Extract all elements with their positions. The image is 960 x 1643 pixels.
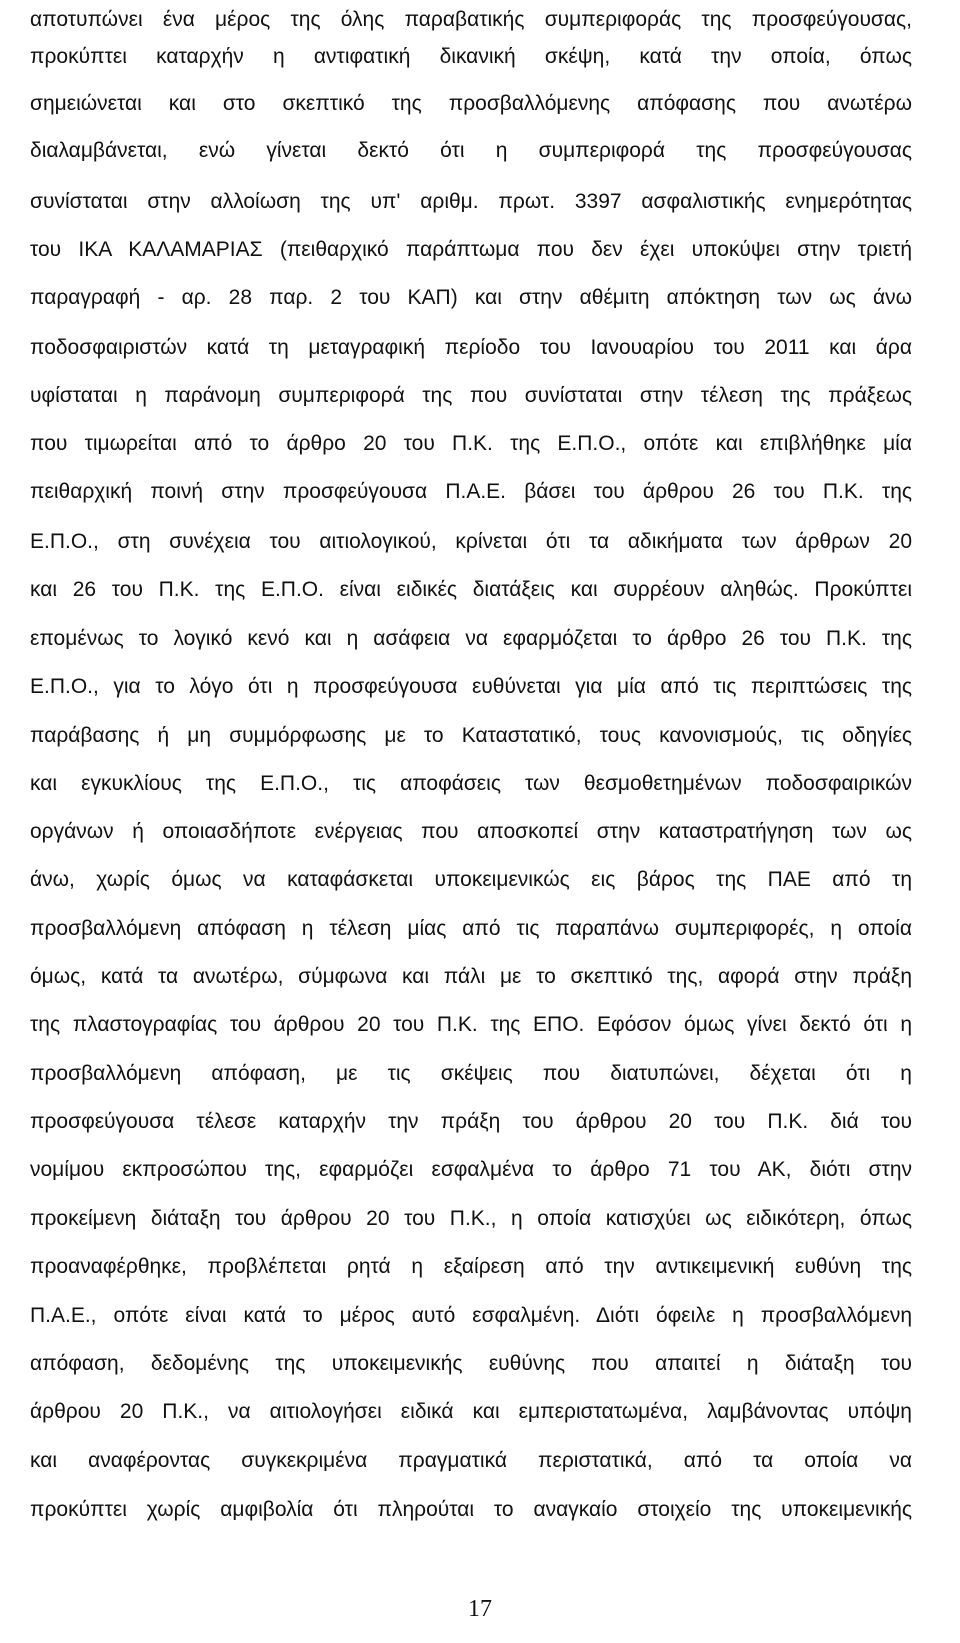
text-line: προσβαλλόμενη απόφαση η τέλεση μίας από τις παραπάνω συμπεριφορές, η οποία bbox=[30, 917, 912, 940]
text-line: και εγκυκλίους της Ε.Π.Ο., τις αποφάσεις των θεσμοθετημένων ποδοσφαιρικών bbox=[30, 772, 912, 795]
text-line: και αναφέροντας συγκεκριμένα πραγματικά περιστατικά, από τα οποία να bbox=[30, 1449, 912, 1472]
text-line: του ΙΚΑ ΚΑΛΑΜΑΡΙΑΣ (πειθαρχικό παράπτωμα που δεν έχει υποκύψει στην τριετή bbox=[30, 238, 912, 261]
text-line: παραγραφή - αρ. 28 παρ. 2 του ΚΑΠ) και στην αθέμιτη απόκτηση των ως άνω bbox=[30, 286, 912, 309]
text-line: απόφαση, δεδομένης της υποκειμενικής ευθύνης που απαιτεί η διάταξη του bbox=[30, 1352, 912, 1375]
text-line: προσφεύγουσα τέλεσε καταρχήν την πράξη του άρθρου 20 του Π.Κ. διά του bbox=[30, 1110, 912, 1133]
text-line: της πλαστογραφίας του άρθρου 20 του Π.Κ. της ΕΠΟ. Εφόσον όμως γίνει δεκτό ότι η bbox=[30, 1013, 912, 1036]
text-line: και 26 του Π.Κ. της Ε.Π.Ο. είναι ειδικές διατάξεις και συρρέουν αληθώς. Προκύπτει bbox=[30, 578, 912, 601]
text-line: άνω, χωρίς όμως να καταφάσκεται υποκειμενικώς εις βάρος της ΠΑΕ από τη bbox=[30, 868, 912, 891]
text-line: που τιμωρείται από το άρθρο 20 του Π.Κ. της Ε.Π.Ο., οπότε και επιβλήθηκε μία bbox=[30, 432, 912, 455]
text-line: σημειώνεται και στο σκεπτικό της προσβαλλόμενης απόφασης που ανωτέρω bbox=[30, 92, 912, 115]
text-line: νομίμου εκπροσώπου της, εφαρμόζει εσφαλμένα το άρθρο 71 του ΑΚ, διότι στην bbox=[30, 1158, 912, 1181]
text-line: πειθαρχική ποινή στην προσφεύγουσα Π.Α.Ε. βάσει του άρθρου 26 του Π.Κ. της bbox=[30, 480, 912, 503]
text-line: προκύπτει καταρχήν η αντιφατική δικανική σκέψη, κατά την οποία, όπως bbox=[30, 45, 912, 68]
text-line: οργάνων ή οποιασδήποτε ενέργειας που αποσκοπεί στην καταστρατήγηση των ως bbox=[30, 820, 912, 843]
text-line: ποδοσφαιριστών κατά τη μεταγραφική περίοδο του Ιανουαρίου του 2011 και άρα bbox=[30, 336, 912, 359]
text-line: Ε.Π.Ο., στη συνέχεια του αιτιολογικού, κρίνεται ότι τα αδικήματα των άρθρων 20 bbox=[30, 530, 912, 553]
text-line: επομένως το λογικό κενό και η ασάφεια να εφαρμόζεται το άρθρο 26 του Π.Κ. της bbox=[30, 627, 912, 650]
text-line: Π.Α.Ε., οπότε είναι κατά το μέρος αυτό εσφαλμένη. Διότι όφειλε η προσβαλλόμενη bbox=[30, 1304, 912, 1327]
text-line: προκύπτει χωρίς αμφιβολία ότι πληρούται το αναγκαίο στοιχείο της υποκειμενικής bbox=[30, 1498, 912, 1521]
text-line: διαλαμβάνεται, ενώ γίνεται δεκτό ότι η συμπεριφορά της προσφεύγουσας bbox=[30, 139, 912, 162]
text-line: προσβαλλόμενη απόφαση, με τις σκέψεις που διατυπώνει, δέχεται ότι η bbox=[30, 1062, 912, 1085]
text-line: άρθρου 20 Π.Κ., να αιτιολογήσει ειδικά και εμπεριστατωμένα, λαμβάνοντας υπόψη bbox=[30, 1400, 912, 1423]
text-line: υφίσταται η παράνομη συμπεριφορά της που συνίσταται στην τέλεση της πράξεως bbox=[30, 384, 912, 407]
text-line: συνίσταται στην αλλοίωση της υπ' αριθμ. πρωτ. 3397 ασφαλιστικής ενημερότητας bbox=[30, 190, 912, 213]
text-line: προκείμενη διάταξη του άρθρου 20 του Π.Κ., η οποία κατισχύει ως ειδικότερη, όπως bbox=[30, 1207, 912, 1230]
text-line: παράβασης ή μη συμμόρφωσης με το Καταστατικό, τους κανονισμούς, τις οδηγίες bbox=[30, 724, 912, 747]
page-number: 17 bbox=[468, 1596, 492, 1622]
text-line: προαναφέρθηκε, προβλέπεται ρητά η εξαίρεση από την αντικειμενική ευθύνη της bbox=[30, 1255, 912, 1278]
text-line: αποτυπώνει ένα μέρος της όλης παραβατικής συμπεριφοράς της προσφεύγουσας, bbox=[30, 8, 912, 31]
text-line: Ε.Π.Ο., για το λόγο ότι η προσφεύγουσα ευθύνεται για μία από τις περιπτώσεις της bbox=[30, 675, 912, 698]
text-line: όμως, κατά τα ανωτέρω, σύμφωνα και πάλι με το σκεπτικό της, αφορά στην πράξη bbox=[30, 965, 912, 988]
